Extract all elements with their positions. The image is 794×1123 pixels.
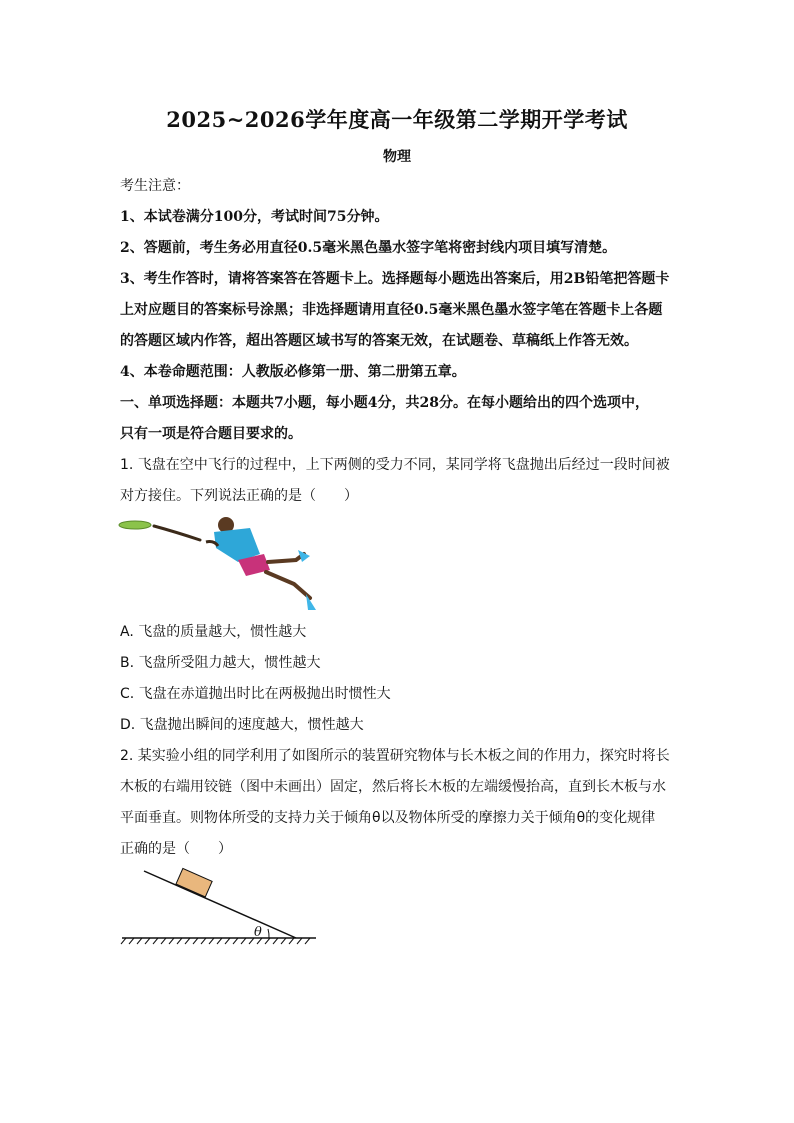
q1-option-d: D. 飞盘抛出瞬间的速度越大，惯性越大 <box>120 717 364 733</box>
exam-title: 2025~2026学年度高一年级第二学期开学考试 <box>166 107 628 132</box>
inclined-board-figure <box>118 866 320 946</box>
q2-stem-line2: 木板的右端用铰链（图中未画出）固定，然后将长木板的左端缓慢抬高，直到长木板与水 <box>120 779 666 795</box>
notice-heading: 考生注意： <box>120 178 190 194</box>
notice-item-4: 4、本卷命题范围：人教版必修第一册、第二册第五章。 <box>120 364 466 380</box>
notice-item-3-line1: 3、考生作答时，请将答案答在答题卡上。选择题每小题选出答案后，用2B铅笔把答题卡 <box>120 271 670 287</box>
q1-stem-line1: 1. 飞盘在空中飞行的过程中，上下两侧的受力不同，某同学将飞盘抛出后经过一段时间被 <box>120 457 670 473</box>
section-heading-line2: 只有一项是符合题目要求的。 <box>120 426 302 442</box>
notice-item-1: 1、本试卷满分100分，考试时间75分钟。 <box>120 209 389 225</box>
q1-option-c: C. 飞盘在赤道抛出时比在两极抛出时惯性大 <box>120 686 391 702</box>
q1-option-a: A. 飞盘的质量越大，惯性越大 <box>120 624 307 640</box>
notice-item-2: 2、答题前，考生务必用直径0.5毫米黑色墨水签字笔将密封线内项目填写清楚。 <box>120 240 617 256</box>
section-heading-line1: 一、单项选择题：本题共7小题，每小题4分，共28分。在每小题给出的四个选项中， <box>120 395 649 411</box>
q2-stem-line4: 正确的是（ ） <box>120 841 232 857</box>
frisbee-player-figure <box>118 514 323 614</box>
notice-item-3-line2: 上对应题目的答案标号涂黑；非选择题请用直径0.5毫米黑色墨水签字笔在答题卡上各题 <box>120 302 663 318</box>
q1-stem-line2: 对方接住。下列说法正确的是（ ） <box>120 488 358 504</box>
notice-item-3-line3: 的答题区域内作答，超出答题区域书写的答案无效，在试题卷、草稿纸上作答无效。 <box>120 333 638 349</box>
theta-label: θ <box>254 925 262 940</box>
q2-stem-line1: 2. 某实验小组的同学利用了如图所示的装置研究物体与长木板之间的作用力，探究时将长 <box>120 748 670 764</box>
q2-stem-line3: 平面垂直。则物体所受的支持力关于倾角θ以及物体所受的摩擦力关于倾角θ的变化规律 <box>120 810 656 826</box>
inclined-board <box>144 871 296 938</box>
frisbee-icon <box>119 521 151 529</box>
q1-option-b: B. 飞盘所受阻力越大，惯性越大 <box>120 655 321 671</box>
exam-subject: 物理 <box>383 149 411 165</box>
